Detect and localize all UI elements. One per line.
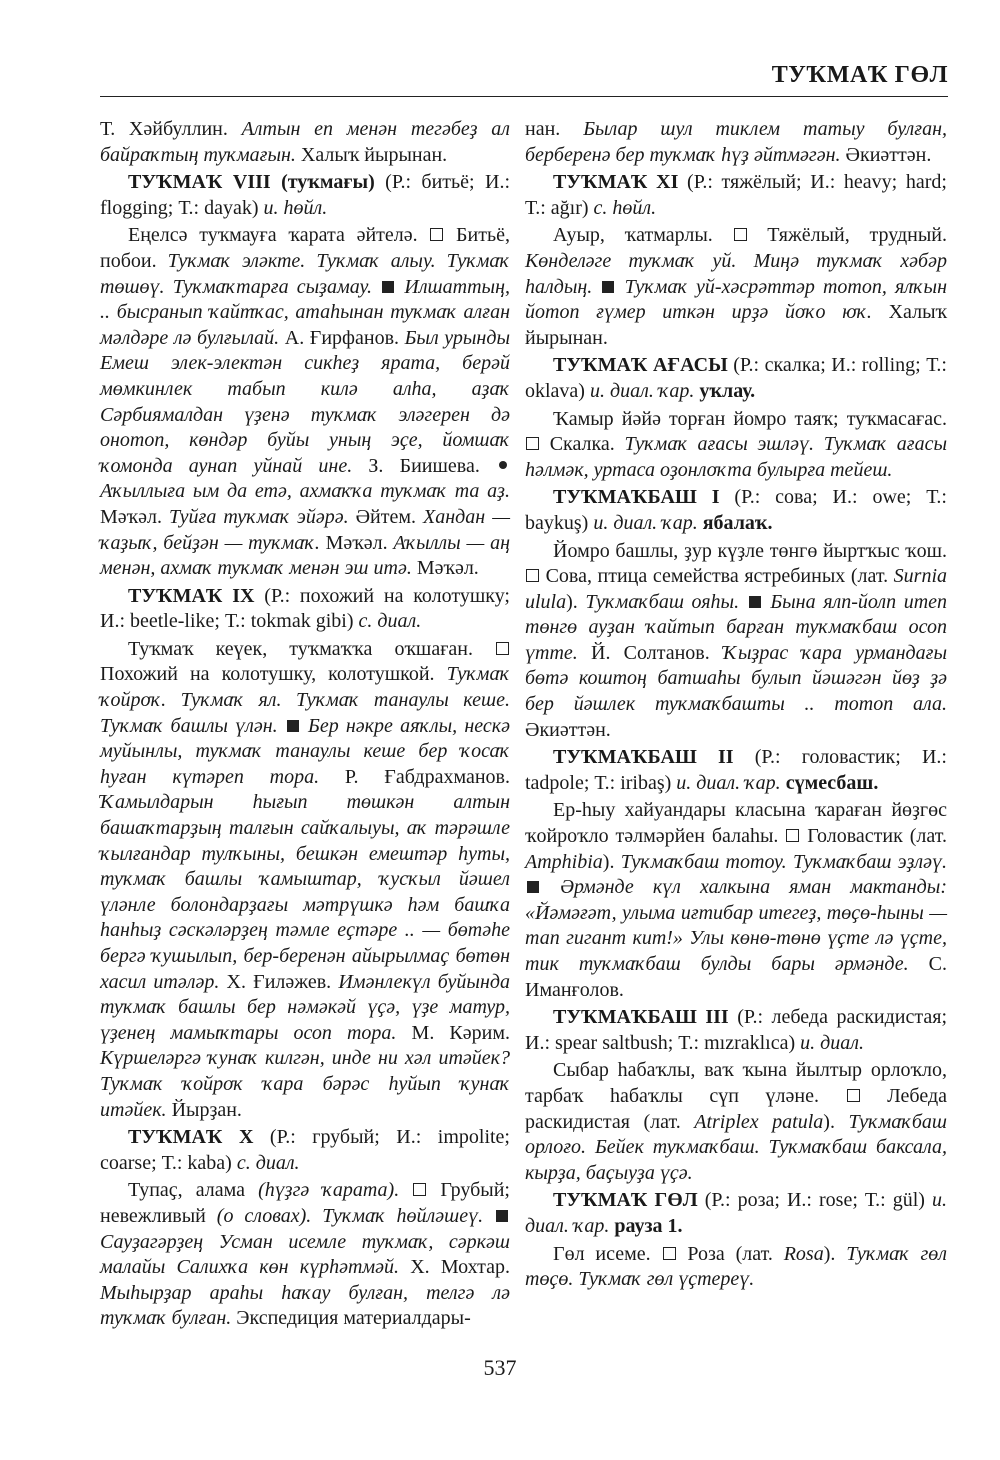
italic-text: Бер нәкре аяҡлы, нескә муйынлы, туҡмаҡ танаулы кеше бер ҡосаҡ һуған күтәреп тора. [100, 714, 510, 788]
text-run: (Р.: битьё; И.: flogging; Т.: dayak) [100, 171, 510, 219]
left-column [100, 117, 510, 1334]
italic-text: Көнделәге туҡмаҡ уй. Миңә туҡмаҡ хәбәр һалдың. [525, 249, 947, 298]
filled-square-marker-icon [749, 596, 761, 608]
italic-text: Rosa [783, 1242, 824, 1265]
text-run: ). [566, 590, 586, 613]
text-run: (Р.: сова; И.: owe; Т.: baykuş) [525, 486, 947, 534]
text-run [311, 1205, 322, 1227]
text-run: Мәҡәл. [411, 557, 479, 580]
continued-paragraph [525, 117, 947, 168]
right-column [525, 117, 947, 1295]
entry-body [100, 637, 510, 1123]
italic-text: и. диал. ҡар. [589, 379, 695, 402]
text-run: нан. [525, 118, 584, 140]
text-run: А. Ғирфанов. [279, 326, 405, 349]
text-run: Р. Ғабдрахманов. [319, 765, 510, 788]
italic-text: Atriplex patula [694, 1110, 824, 1133]
italic-text: Туҡмаҡ ағасы эшләү. Туҡмаҡ ағасы һәлмәк, уртаса оҙонлоҡта булырға тейеш. [525, 433, 947, 481]
italic-text: Surnia ulula [525, 565, 947, 613]
entry-headline [525, 170, 947, 221]
hollow-square-marker-icon [847, 1089, 860, 1102]
text-run: ). [823, 1110, 849, 1133]
italic-text: Ҡыҙрас ҡара урмандағы бөтә коштоң батшаһы булып йәшәгән йөҙ ҙә бер йәшлек туҡмаҡбашты .. тотоп ала. [525, 641, 948, 716]
entry-headline [525, 1188, 947, 1239]
text-run: (Р.: похожий на колотушку; И.: beetle-like; Т.: tokmak gibi) [100, 584, 510, 633]
italic-text: Сауҙагәрҙең Усман исемле туҡмаҡ, сәркәш малайы Салихҡа көн күрһәтмәй. [100, 1230, 510, 1279]
entry-body [525, 1058, 947, 1186]
hollow-square-marker-icon [734, 228, 747, 241]
text-run: Й. Солтанов. [577, 641, 723, 664]
italic-text: с. диал. [236, 1151, 300, 1174]
cross-reference: ябалаҡ. [702, 511, 773, 534]
headword: ТУҠМАҠБАШ I [553, 486, 720, 509]
entry-body [525, 539, 947, 744]
text-run: Йырҙан. [166, 1098, 242, 1121]
text-run: (Р.: скалка; И.: rolling; Т.: oklava) [525, 354, 947, 402]
text-run: Ҡамыр йәйә торған йомро таяҡ; туҡмасағас. [553, 407, 947, 430]
text-run: М. Кәрим. [396, 1021, 511, 1044]
entry-headline [100, 1125, 510, 1176]
italic-text: с. диал. [358, 610, 422, 633]
hollow-square-marker-icon [786, 829, 799, 842]
hollow-square-marker-icon [430, 228, 443, 241]
text-run: Грубый; невежливый [100, 1179, 510, 1227]
italic-text: Бына ялп-йолп итеп төнгө ауҙан ҡайтып барған туҡмаҡбаш осоп үтте. [525, 590, 948, 664]
italic-text: с. һөйл. [593, 196, 657, 219]
text-run: Тяжёлый, трудный. [747, 224, 948, 247]
text-run: (Р.: головастик; И.: tadpole; Т.: iribaş) [525, 746, 947, 794]
text-run: Әкиәттән. [525, 718, 611, 741]
filled-square-marker-icon [602, 281, 614, 293]
entry-headline [525, 1005, 947, 1056]
text-run: (Р.: тяжёлый; И.: heavy; hard; Т.: ağır) [525, 171, 947, 219]
entry-body [525, 1242, 947, 1293]
text-run: Сыбар һабаҡлы, ваҡ ҡына йылтыр орлоҡло, тарбаҡ һабаҡлы сүп үләне. [525, 1059, 947, 1107]
italic-text: Туйға туҡмаҡ эйәрә. [169, 505, 349, 528]
text-run [541, 876, 560, 898]
headword: ТУҠМАҠБАШ III [553, 1006, 729, 1029]
italic-text: и. диал. ҡар. [676, 771, 781, 794]
text-run: С. Иманғолов. [525, 953, 948, 1001]
italic-text: Туҡмаҡ уй-хәсрәттәр тотоп, ялҡын йотоп ғүмер иткән ирҙә йоҡо юҡ. [525, 275, 948, 324]
text-run: Сова, птица семейства ястребиных (лат. [540, 565, 894, 588]
text-run [739, 591, 747, 613]
headword: ТУҠМАҠ IX [128, 584, 255, 607]
text-run: Еңелсә туҡмауға ҡарата әйтелә. [128, 224, 430, 247]
italic-text: Мыһырҙар араһы һаҡау булған, телгә лә туҡмаҡ булған. [100, 1281, 510, 1330]
entry-body [525, 407, 947, 484]
headword: ТУҠМАҠ ГӨЛ [553, 1189, 698, 1212]
hollow-square-marker-icon [526, 437, 539, 450]
cross-reference: уҡлау. [699, 379, 756, 402]
italic-text: и. диал. ҡар. [593, 511, 698, 534]
continued-paragraph [100, 117, 510, 168]
italic-text: Әрмәнде күл халкына яман мактанды: «Йәмәғәт, улыма иғтибар итегеҙ, төҫө-һыны — тап гигант кит!» Улы көнө-төнө үҫте лә үҫте, тик туҡмаҡбаш булды бары әрмәнде. [525, 876, 948, 975]
italic-text: Былар шул тиклем татыу булған, берберенә бер туҡмаҡ һүҙ әйтмәгән. [525, 118, 947, 166]
italic-text: и. диал. [800, 1031, 864, 1054]
text-run: (Р.: грубый; И.: impolite; coarse; Т.: kaba) [100, 1126, 510, 1174]
entry-body [100, 223, 510, 581]
italic-text: и. һөйл. [263, 196, 328, 219]
italic-text: Күршеләргә ҡунаҡ килгән, инде ни хәл итәйек? Туҡмаҡ ҡойроҡ ҡара бәрәс һуйып ҡунаҡ итәйек. [100, 1047, 510, 1121]
entry-headline [525, 485, 947, 536]
header-rule [100, 96, 948, 97]
italic-text: Был урынды Емеш элек-электән сикһеҙ ярата, берәй мөмкинлек табып килә алһа, аҙаҡ Сәрбиямалдан үҙенә туҡмаҡ эләгерен дә онотоп, көндәр буйы уның эҫе, йомшаҡ ҡомонда аунап уйнай ине. [100, 326, 510, 477]
text-run [301, 715, 308, 737]
hollow-square-marker-icon [663, 1247, 676, 1260]
text-run: ). [602, 850, 621, 873]
italic-text: Туҡмаҡ эләкте. Туҡмаҡ алыу. Туҡмаҡ төшөү. Туҡмаҡтарға сыҙамау. [100, 249, 510, 298]
italic-text: Туҡмаҡ ҡойроҡ. Туҡмаҡ ял. Туҡмаҡ танаулы кеше. Туҡмаҡ башлы үлән. [100, 663, 510, 737]
text-run: Әкиәттән. [840, 143, 932, 166]
headword: ТУҠМАҠ VIII (туҡмағы) [128, 171, 375, 194]
text-run: З. Биишева. [352, 454, 496, 477]
entry-headline [525, 353, 947, 404]
text-run: Битьё, побои. [100, 224, 510, 272]
filled-square-marker-icon [496, 1210, 508, 1222]
italic-text: Алтын еп менән тегәбеҙ ал байраҡтың туҡмағын. [100, 118, 510, 166]
headword: ТУҠМАҠ АҒАСЫ [553, 354, 728, 377]
text-run: Х. Мохтар. [399, 1256, 511, 1279]
entry-body [100, 1178, 510, 1332]
hollow-square-marker-icon [413, 1183, 426, 1196]
cross-reference: рауза 1. [614, 1214, 683, 1237]
text-run [616, 276, 624, 298]
hollow-square-marker-icon [496, 642, 509, 655]
headword: ТУҠМАҠБАШ II [553, 746, 734, 769]
italic-text: Аҡыллыға ым да етә, ахмаҡҡа туҡмаҡ та аҙ. [100, 480, 510, 503]
text-run: Ер-һыу хайуандары класына ҡараған йөҙгөс ҡойроҡло тәлмәрйен балаһы. [525, 799, 947, 848]
text-run: (Р.: роза; И.: rose; Т.: gül) [697, 1189, 932, 1212]
text-run: Экспедиция материалдары- [231, 1307, 471, 1330]
headword: ТУҠМАҠ X [128, 1126, 254, 1149]
entry-headline [525, 745, 947, 796]
text-run: Гөл исеме. [553, 1242, 662, 1265]
text-run: Скалка. [540, 433, 625, 456]
text-run: Туҡмаҡ кеүек, туҡмаҡҡа оҡшаған. [128, 637, 495, 660]
text-run: Т. Хәйбуллин. [100, 118, 242, 140]
italic-text: Илшаттың, .. бысранып ҡайтҡас, атаһынан туҡмаҡ алған мәлдәре лә булғылай. [100, 275, 510, 349]
text-run: Мәҡәл. [319, 531, 394, 554]
text-run [592, 276, 600, 298]
filled-square-marker-icon [527, 881, 539, 893]
text-run: Похожий на колотушку, колотушкой. [100, 663, 447, 686]
italic-text: Хандан — ҡаҙыҡ, бейҙән — туҡмаҡ. [100, 505, 510, 554]
italic-text: Туҡмаҡбаш ояһы. [585, 590, 740, 613]
text-run [278, 715, 285, 737]
text-run: Ауыр, ҡатмарлы. [553, 224, 733, 247]
text-run: Тупаҫ, алама [128, 1179, 259, 1202]
text-run: (Р.: лебеда раскидистая; И.: spear saltbush; Т.: mızraklıca) [525, 1006, 948, 1054]
entry-body [525, 798, 947, 1003]
cross-reference: сүмесбаш. [785, 771, 879, 794]
italic-text: (һүҙгә ҡарата). [258, 1179, 400, 1202]
italic-text: (о словах). [216, 1204, 312, 1227]
running-head: ТУҠМАҠ ГӨЛ [771, 62, 948, 88]
text-run: Мәҡәл. [100, 505, 169, 528]
text-run: Әйтем. [348, 505, 424, 528]
headword: ТУҠМАҠ XI [553, 171, 679, 194]
entry-headline [100, 170, 510, 221]
italic-text: Туҡмаҡбаш тотоу. Туҡмаҡбаш эҙләү. [620, 850, 947, 873]
text-run: Халыҡ йырынан. [295, 143, 448, 166]
italic-text: Amphibia [525, 850, 603, 873]
text-run: Роза (лат. [676, 1242, 784, 1265]
italic-text: Туҡмаҡбаш орлоғо. Бейек туҡмаҡбаш. Туҡмаҡбаш баксала, кырҙа, баҫыуҙа үҫә. [525, 1110, 947, 1184]
italic-text: Имәнлекүл буйында туҡмаҡ башлы бер нәмәкәй үҫә, үҙе матур, үҙенең мамыҡтары осоп тора. [100, 970, 510, 1044]
filled-square-marker-icon [382, 281, 394, 293]
bullet-dot-icon [499, 461, 507, 469]
hollow-square-marker-icon [526, 569, 539, 582]
text-run: Лебеда раскидистая (лат. [525, 1084, 947, 1133]
filled-square-marker-icon [287, 720, 299, 732]
entry-body [525, 223, 947, 351]
italic-text: Туҡмаҡ һөйләшеү. [322, 1204, 484, 1227]
text-run: ). [823, 1242, 847, 1265]
italic-text: Ҡамылдарын һығып төшкән алтын башаҡтарҙың талғын сайҡалыуы, аҡ тәрәшле ҡылғандар тулҡыны, бешкән емештәр һуты, туҡмаҡ башлы ҡамыштар, ҡусҡыл йәшел үләнле болондарҙағы мәтрүшкә һәм башҡа һанһыҙ сәскәләрҙең тәмле еҫтәре .. — бөтәһе бергә ҡушылып, бер-беренән айырылмаҫ бөтөн хасил итәләр. [100, 791, 510, 993]
page-number: 537 [483, 1355, 517, 1380]
italic-text: и. диал. ҡар. [525, 1189, 947, 1237]
italic-text: Аҡыллы — аң менән, ахмаҡ туҡмаҡ менән эш итә. [100, 531, 510, 580]
text-run [483, 1205, 494, 1227]
text-run: Халыҡ йырынан. [525, 301, 947, 349]
text-run [372, 276, 380, 298]
text-run [399, 1179, 412, 1201]
italic-text: Туҡмаҡ гөл төҫө. Туҡмаҡ гөл үҫтереү. [525, 1242, 948, 1291]
text-run: Йомро башлы, ҙур күҙле төнгө йыртҡыс ҡош. [553, 539, 947, 562]
entry-headline [100, 584, 510, 635]
text-run: Головастик (лат. [800, 825, 947, 848]
text-run: Х. Ғиләжев. [219, 970, 339, 993]
